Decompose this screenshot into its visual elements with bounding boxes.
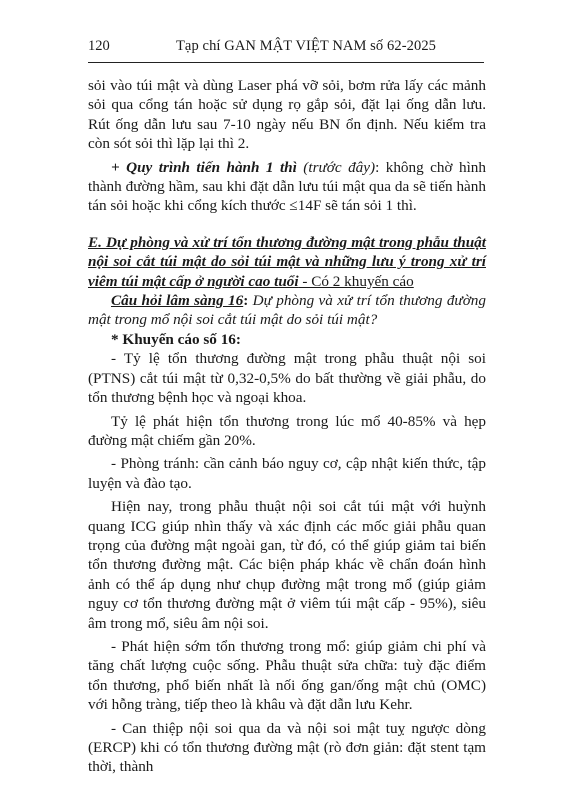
question-text: Dự phòng và xử trí tổn thương đường mật trong mổ nội soi cắt túi mật do sỏi túi mật?: [88, 292, 486, 329]
question-label: Câu hỏi lâm sàng 16: [111, 292, 244, 310]
paragraph-detection-rate: Tỷ lệ phát hiện tổn thương trong lúc mổ 40-85% và hẹp đường mật chiếm gần 20%.: [88, 412, 486, 449]
running-header: [88, 38, 484, 55]
section-e-heading: [88, 233, 486, 291]
paragraph-continuation: sỏi vào túi mật và dùng Laser phá vỡ sỏi, bơm rửa lấy các mảnh sỏi qua cổng tán hoặc sử dụng rọ gắp sỏi, đặt lại ống dẫn lưu. Rút ống dẫn lưu sau 7-10 ngày nếu BN ổn định. Nếu kiểm tra còn sót sỏi thì lặp lại thì 2.: [88, 77, 486, 153]
paragraph-injury-rate: - Tỷ lệ tổn thương đường mật trong phẫu thuật nội soi (PTNS) cắt túi mật từ 0,32-0,5% do bất thường về giải phẫu, do tổn thương bệnh học và ngoại khoa.: [88, 350, 486, 407]
clinical-question: [88, 291, 486, 330]
paragraph-prevention: - Phòng tránh: cần cảnh báo nguy cơ, cập nhật kiến thức, tập luyện và đào tạo.: [88, 455, 486, 492]
page-number: 120: [88, 38, 110, 54]
paragraph-icg: Hiện nay, trong phẫu thuật nội soi cắt túi mật với huỳnh quang ICG giúp nhìn thấy và xác định các mốc giải phẫu quan trọng của đường mật ngoài gan, từ đó, có thể giúp giảm tai biến tổn thương đường mật. Các biện pháp khác về chẩn đoán hình ảnh có thể áp dụng như chụp đường mật trong mổ (giúp giảm nguy cơ tổn thương đường mật ở viêm túi mật cấp - 95%), siêu âm trong mổ, siêu âm nội soi.: [88, 498, 486, 632]
question-colon: :: [243, 292, 249, 310]
header-rule: [88, 62, 484, 63]
recommendation-heading: * Khuyến cáo số 16:: [111, 330, 241, 348]
procedure-text: : không chờ hình thành đường hầm, sau khi đặt dẫn lưu túi mật qua da sẽ tiến hành tán sỏi hoặc khi cổng kích thước ≤14F sẽ tán sỏi 1 thì.: [88, 158, 486, 215]
paragraph-endoscopic-intervention: - Can thiệp nội soi qua da và nội soi mật tuỵ ngược dòng (ERCP) khi có tổn thương đường mật (rò đơn giản: đặt stent tạm thời, thành: [88, 719, 486, 776]
journal-title: Tạp chí GAN MẬT VIỆT NAM số 62-2025: [175, 38, 437, 54]
page-body: [88, 76, 486, 777]
paragraph-one-step-procedure: [88, 158, 486, 216]
section-note: - Có 2 khuyến cáo: [298, 272, 414, 290]
section-title: E. Dự phòng và xử trí tổn thương đường mật trong phẫu thuật nội soi cắt túi mật do sỏi túi mật và những lưu ý trong xử trí viêm túi mật cấp ở người cao tuổi: [88, 233, 486, 290]
procedure-paren: (trước đây): [296, 158, 376, 176]
paragraph-early-detection: - Phát hiện sớm tổn thương trong mổ: giúp giảm chi phí và tăng chất lượng cuộc sống. Phẫu thuật sửa chữa: tuỳ đặc điểm tổn thương, phổ biến nhất là nối ống gan/ống mật chủ (OMC) với hỗng tràng, tiếp theo là khâu và đặt dẫn lưu Kehr.: [88, 637, 486, 714]
procedure-label: + Quy trình tiến hành 1 thì: [111, 158, 297, 176]
